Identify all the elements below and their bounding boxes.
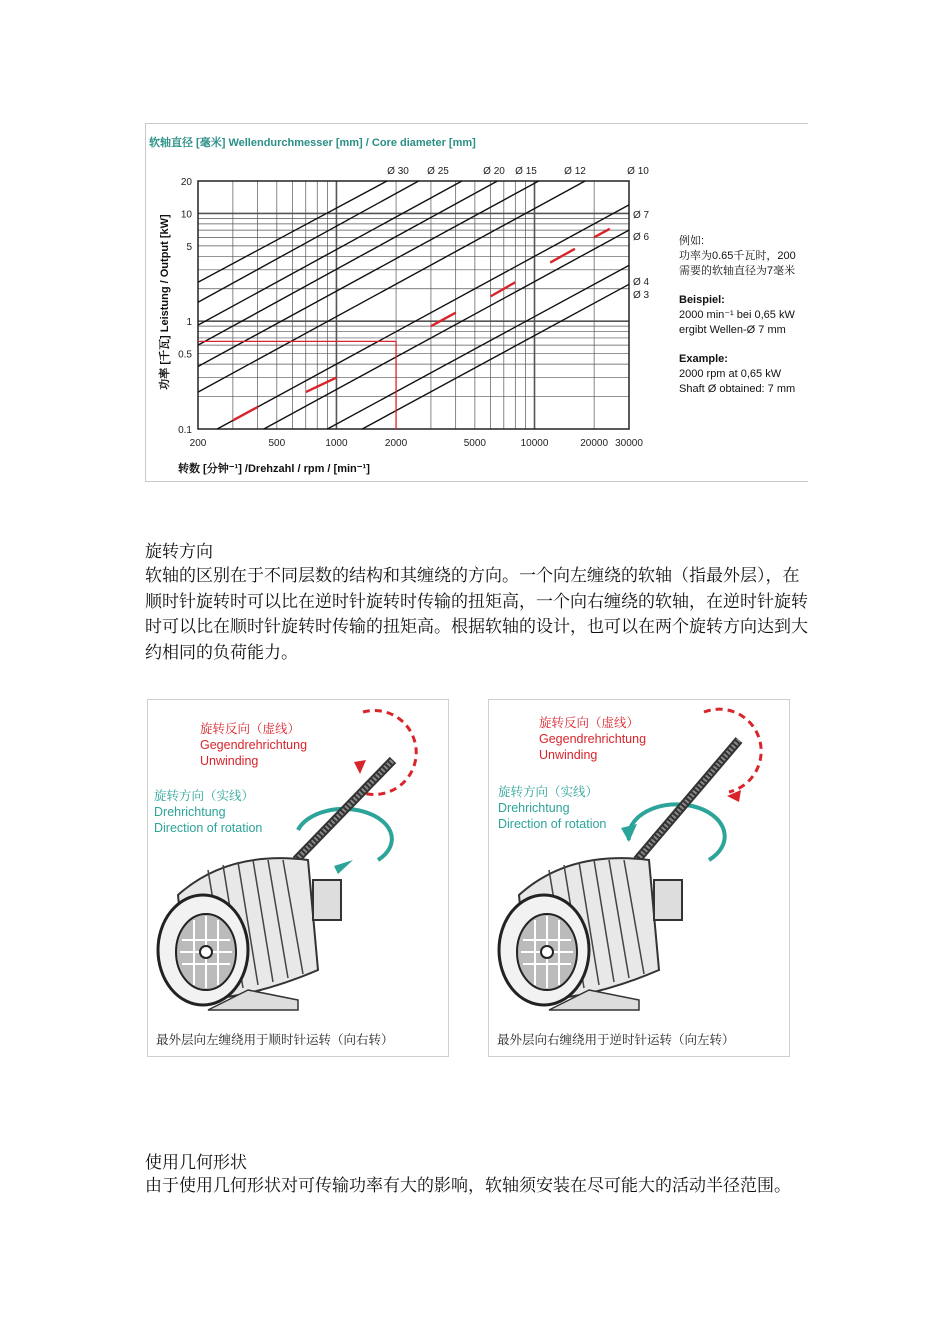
figure-caption-left: 最外层向左缠绕用于顺时针运转（向右转） xyxy=(156,1032,394,1047)
section-heading-rotation: 旋转方向 xyxy=(145,542,213,562)
chart-header: 软轴直径 [毫米] Wellendurchmesser [mm] / Core diameter [mm] xyxy=(149,137,476,149)
direction-label-right: 旋转方向（实线） Drehrichtung Direction of rotation xyxy=(498,785,607,831)
series-highlight xyxy=(431,313,456,326)
chart-y-label: 功率 [千瓦] Leistung / Output [kW] xyxy=(159,214,171,390)
y-tick-label: 1 xyxy=(186,317,192,329)
y-tick-label: 0.5 xyxy=(178,349,192,361)
diameter-label-top: Ø 15 xyxy=(515,166,537,177)
chart-x-label: 转数 [分钟⁻¹] /Drehzahl / rpm / [min⁻¹] xyxy=(178,463,370,475)
example-en-line1: 2000 rpm at 0,65 kW xyxy=(679,368,782,380)
diameter-label-right: Ø 4 xyxy=(633,277,650,288)
series-line xyxy=(198,181,462,325)
figure-caption-right: 最外层向右缠绕用于逆时针运转（向左转） xyxy=(497,1032,735,1047)
x-tick-label: 500 xyxy=(268,438,286,449)
x-tick-label: 10000 xyxy=(520,438,549,449)
figure-right xyxy=(488,699,790,1057)
example-en-line2: Shaft Ø obtained: 7 mm xyxy=(679,383,796,395)
x-tick-label: 20000 xyxy=(580,438,609,449)
diameter-label-top: Ø 20 xyxy=(483,166,505,177)
y-tick-label: 0.1 xyxy=(178,425,192,436)
y-tick-label: 10 xyxy=(180,209,192,221)
example-block xyxy=(679,234,796,397)
series-highlight xyxy=(233,407,258,420)
diameter-label-right: Ø 6 xyxy=(633,232,650,243)
diameter-label-top: Ø 30 xyxy=(387,166,409,177)
series-highlight xyxy=(306,378,337,393)
example-en-title: Example: xyxy=(679,353,728,365)
section-body-rotation: 软轴的区别在于不同层数的结构和其缠绕的方向。一个向左缠绕的软轴（指最外层），在顺时针旋转时可以比在逆时针旋转时传输的扭矩高，一个向右缠绕的软轴，在逆时针旋转时可以比在顺时针旋转时传输的扭矩高。根据软轴的设计，也可以在两个旋转方向达到大约相同的负荷能力。 xyxy=(145,566,808,663)
diameter-label-top: Ø 12 xyxy=(564,166,586,177)
diameter-label-right: Ø 3 xyxy=(633,290,650,301)
example-de-title: Beispiel: xyxy=(679,294,725,306)
x-tick-label: 5000 xyxy=(463,438,487,449)
diameter-chart xyxy=(145,123,808,482)
figure-left xyxy=(147,699,449,1057)
example-de-line2: ergibt Wellen-Ø 7 mm xyxy=(679,324,786,336)
x-tick-label: 200 xyxy=(189,438,207,449)
y-tick-label: 5 xyxy=(186,241,192,253)
unwind-label-left: 旋转反向（虚线） Gegendrehrichtung Unwinding xyxy=(200,722,308,768)
example-cn-line2: 需要的软轴直径为7毫米 xyxy=(679,265,796,277)
x-tick-label: 2000 xyxy=(384,438,408,449)
diameter-label-top: Ø 25 xyxy=(427,166,449,177)
diameter-label-right: Ø 7 xyxy=(633,210,650,221)
example-cn-line1: 功率为0.65千瓦时，200 xyxy=(679,250,796,262)
x-tick-label: 1000 xyxy=(325,438,348,449)
section-heading-geometry: 使用几何形状 xyxy=(145,1153,247,1173)
series-line xyxy=(362,284,629,429)
series-line xyxy=(327,265,629,429)
x-tick-label: 30000 xyxy=(615,438,643,449)
example-cn-title: 例如: xyxy=(679,235,705,247)
series-highlight xyxy=(550,249,575,263)
direction-label-left: 旋转方向（实线） Drehrichtung Direction of rotation xyxy=(154,789,263,835)
y-tick-label: 20 xyxy=(180,177,192,188)
diameter-label-top: Ø 10 xyxy=(627,166,649,177)
section-body-geometry: 由于使用几何形状对可传输功率有大的影响，软轴须安装在尽可能大的活动半径范围。 xyxy=(145,1176,791,1196)
unwind-label-right: 旋转反向（虚线） Gegendrehrichtung Unwinding xyxy=(539,716,647,762)
example-de-line1: 2000 min⁻¹ bei 0,65 kW xyxy=(679,309,795,321)
